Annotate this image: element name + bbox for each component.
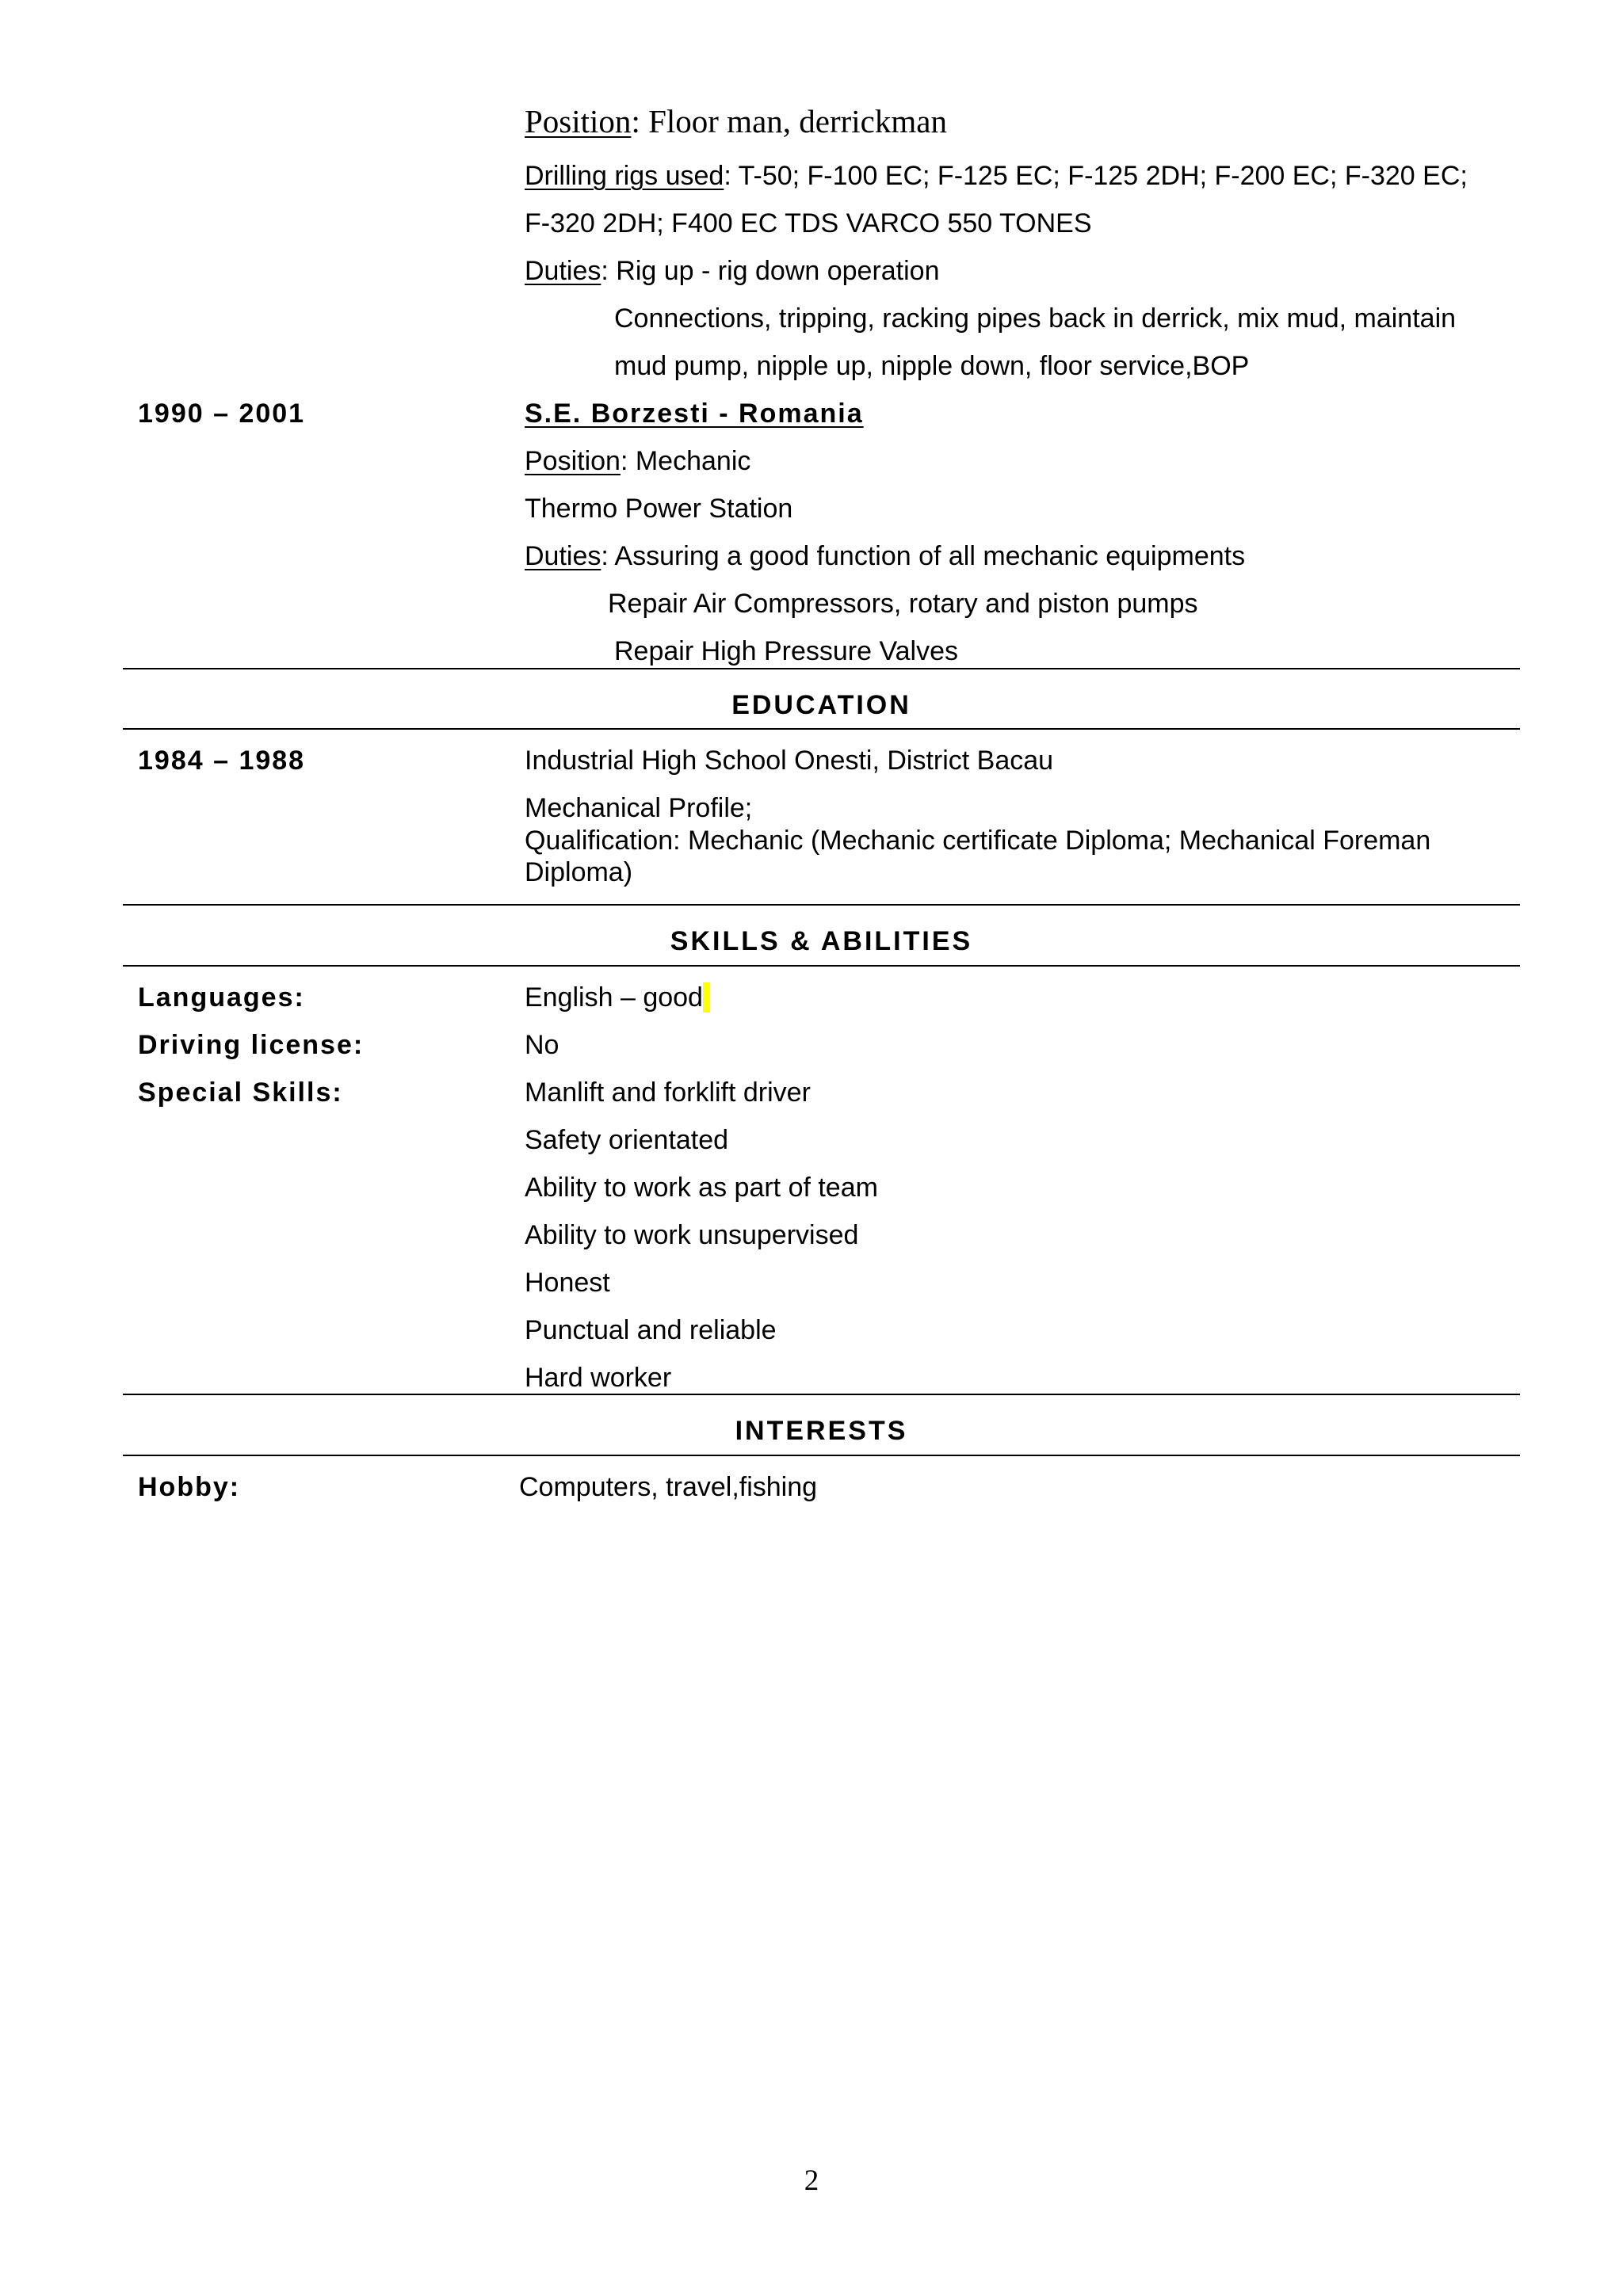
job-duties-line <box>525 540 1245 572</box>
job-duties-line-3: Repair High Pressure Valves <box>614 636 958 666</box>
hobby-value: Computers, travel,fishing <box>519 1472 818 1502</box>
hobby-label: Hobby: <box>138 1472 241 1502</box>
job-duties-value: : Assuring a good function of all mechanic equipments <box>601 541 1246 571</box>
languages-value <box>525 982 710 1013</box>
page-number: 2 <box>804 2164 819 2197</box>
interests-heading: INTERESTS <box>735 1416 908 1446</box>
employer-name: S.E. Borzesti - Romania <box>525 399 864 429</box>
position-label: Position <box>525 103 632 139</box>
skill-item: Manlift and forklift driver <box>525 1077 811 1108</box>
rigs-value: : T-50; F-100 EC; F-125 EC; F-125 2DH; F-200 EC; F-320 EC; <box>724 161 1468 191</box>
duties-line-3: mud pump, nipple up, nipple down, floor service,BOP <box>614 351 1250 381</box>
duties-line-2: Connections, tripping, racking pipes back in derrick, mix mud, maintain <box>614 303 1457 334</box>
education-qualification: Qualification: Mechanic (Mechanic certificate Diploma; Mechanical Foreman <box>525 826 1431 856</box>
rigs-line <box>525 160 1468 192</box>
education-qualification-cont: Diploma) <box>525 857 633 887</box>
special-skills-label: Special Skills: <box>138 1077 343 1108</box>
divider <box>123 965 1520 967</box>
position-value: : Floor man, derrickman <box>631 103 947 139</box>
skill-item: Safety orientated <box>525 1125 729 1155</box>
job-duties-line-2: Repair Air Compressors, rotary and piston pumps <box>608 589 1198 619</box>
job-position-line <box>525 445 750 477</box>
skill-item: Ability to work unsupervised <box>525 1220 859 1250</box>
position-line <box>525 101 947 141</box>
job-position-value: : Mechanic <box>620 446 751 476</box>
driving-license-label: Driving license: <box>138 1030 365 1060</box>
duties-value: : Rig up - rig down operation <box>601 256 940 286</box>
text-cursor-highlight <box>703 982 710 1013</box>
divider <box>123 728 1520 730</box>
job-duties-label: Duties <box>525 541 601 571</box>
languages-label: Languages: <box>138 982 305 1013</box>
education-dates: 1984 – 1988 <box>138 746 306 776</box>
job-position-label: Position <box>525 446 621 476</box>
job-workplace: Thermo Power Station <box>525 494 793 524</box>
rigs-label: Drilling rigs used <box>525 161 724 191</box>
skill-item: Honest <box>525 1268 610 1298</box>
job-dates: 1990 – 2001 <box>138 399 306 429</box>
duties-line <box>525 255 940 287</box>
divider <box>123 668 1520 669</box>
driving-license-value: No <box>525 1030 559 1060</box>
divider <box>123 904 1520 906</box>
education-heading: EDUCATION <box>731 690 911 720</box>
education-school: Industrial High School Onesti, District Bacau <box>525 746 1054 776</box>
rigs-line-2: F-320 2DH; F400 EC TDS VARCO 550 TONES <box>525 208 1092 238</box>
education-profile: Mechanical Profile; <box>525 793 753 823</box>
skill-item: Punctual and reliable <box>525 1315 777 1345</box>
skill-item: Ability to work as part of team <box>525 1173 878 1203</box>
languages-text: English – good <box>525 982 703 1013</box>
skill-item: Hard worker <box>525 1363 672 1393</box>
skills-heading: SKILLS & ABILITIES <box>670 926 973 956</box>
divider <box>123 1394 1520 1395</box>
divider <box>123 1455 1520 1456</box>
duties-label: Duties <box>525 256 601 286</box>
